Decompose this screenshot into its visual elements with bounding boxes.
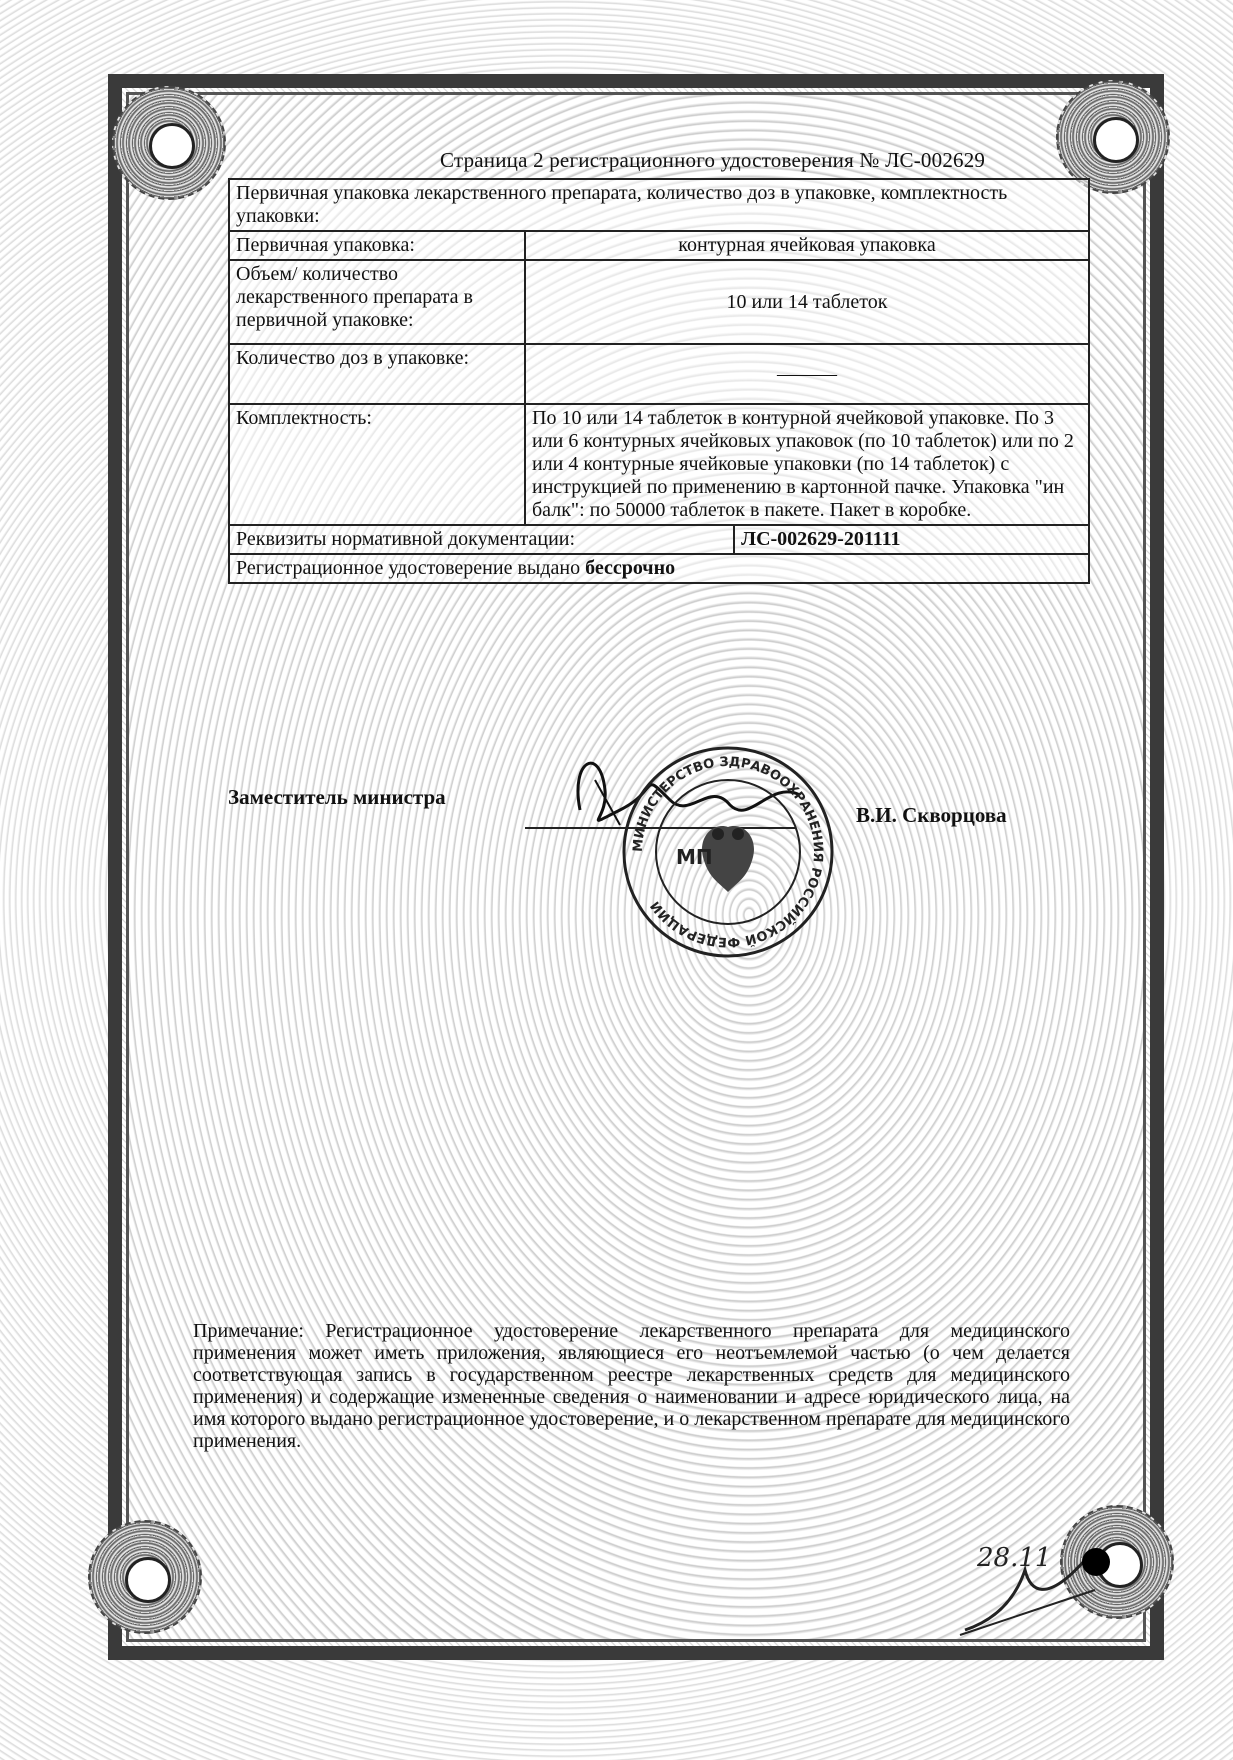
corner-rosette-top-right — [1056, 80, 1170, 194]
table-row — [229, 231, 1089, 260]
table-row — [229, 525, 1089, 554]
seal-ring-text: МИНИСТЕРСТВО ЗДРАВООХРАНЕНИЯ РОССИЙСКОЙ ФЕДЕРАЦИИ — [630, 754, 826, 950]
issued-term: бессрочно — [585, 557, 676, 579]
normative-value: ЛС-002629-201111 — [734, 525, 1089, 554]
signatory-position: Заместитель министра — [228, 785, 446, 809]
footnote: Примечание: Регистрационное удостоверение лекарственного препарата для медицинского применения может иметь приложения, являющиеся его неотъемлемой частью (о чем делается соответствующая запись в государственном реестре лекарственных средств для медицинского применения) и содержащие измененные сведения о наименовании и адресе юридического лица, на имя которого выдано регистрационное удостоверение, и о лекарственном препарате для медицинского применения. — [193, 1320, 1070, 1452]
section-title: Первичная упаковка лекарственного препарата, количество доз в упаковке, комплектность упаковки: — [229, 179, 1089, 231]
issued-prefix: Регистрационное удостоверение выдано — [236, 557, 586, 579]
table-row — [229, 179, 1089, 231]
svg-text:28.11: 28.11 — [977, 1543, 1052, 1573]
normative-label: Реквизиты нормативной документации: — [229, 525, 734, 554]
row-value: ——— — [525, 344, 1089, 404]
row-label: Первичная упаковка: — [229, 231, 525, 260]
signatory-name: В.И. Скворцова — [856, 803, 1007, 827]
handwritten-date — [955, 1530, 1105, 1640]
issued-row — [229, 554, 1089, 583]
table-row — [229, 554, 1089, 583]
row-label: Объем/ количество лекарственного препарата в первичной упаковке: — [229, 260, 525, 344]
row-value: контурная ячейковая упаковка — [525, 231, 1089, 260]
official-seal — [618, 742, 838, 962]
seal-center-text: МП — [676, 845, 713, 869]
table-row — [229, 344, 1089, 404]
row-value: 10 или 14 таблеток — [525, 260, 1089, 344]
corner-rosette-bottom-left — [88, 1520, 202, 1634]
page-title: Страница 2 регистрационного удостоверения № ЛС-002629 — [440, 148, 986, 172]
table-row — [229, 404, 1089, 525]
registration-table — [228, 178, 1090, 584]
row-label: Количество доз в упаковке: — [229, 344, 525, 404]
corner-rosette-top-left — [112, 86, 226, 200]
row-value: По 10 или 14 таблеток в контурной ячейковой упаковке. По 3 или 6 контурных ячейковых упаковок (по 10 таблеток) или по 2 или 4 контурные ячейковые упаковки (по 14 таблеток) с инструкцией по применению в картонной пачке. Упаковка "ин балк": по 50000 таблеток в пакете. Пакет в коробке. — [525, 404, 1089, 525]
table-row — [229, 260, 1089, 344]
row-label: Комплектность: — [229, 404, 525, 525]
punch-hole — [1082, 1548, 1110, 1576]
